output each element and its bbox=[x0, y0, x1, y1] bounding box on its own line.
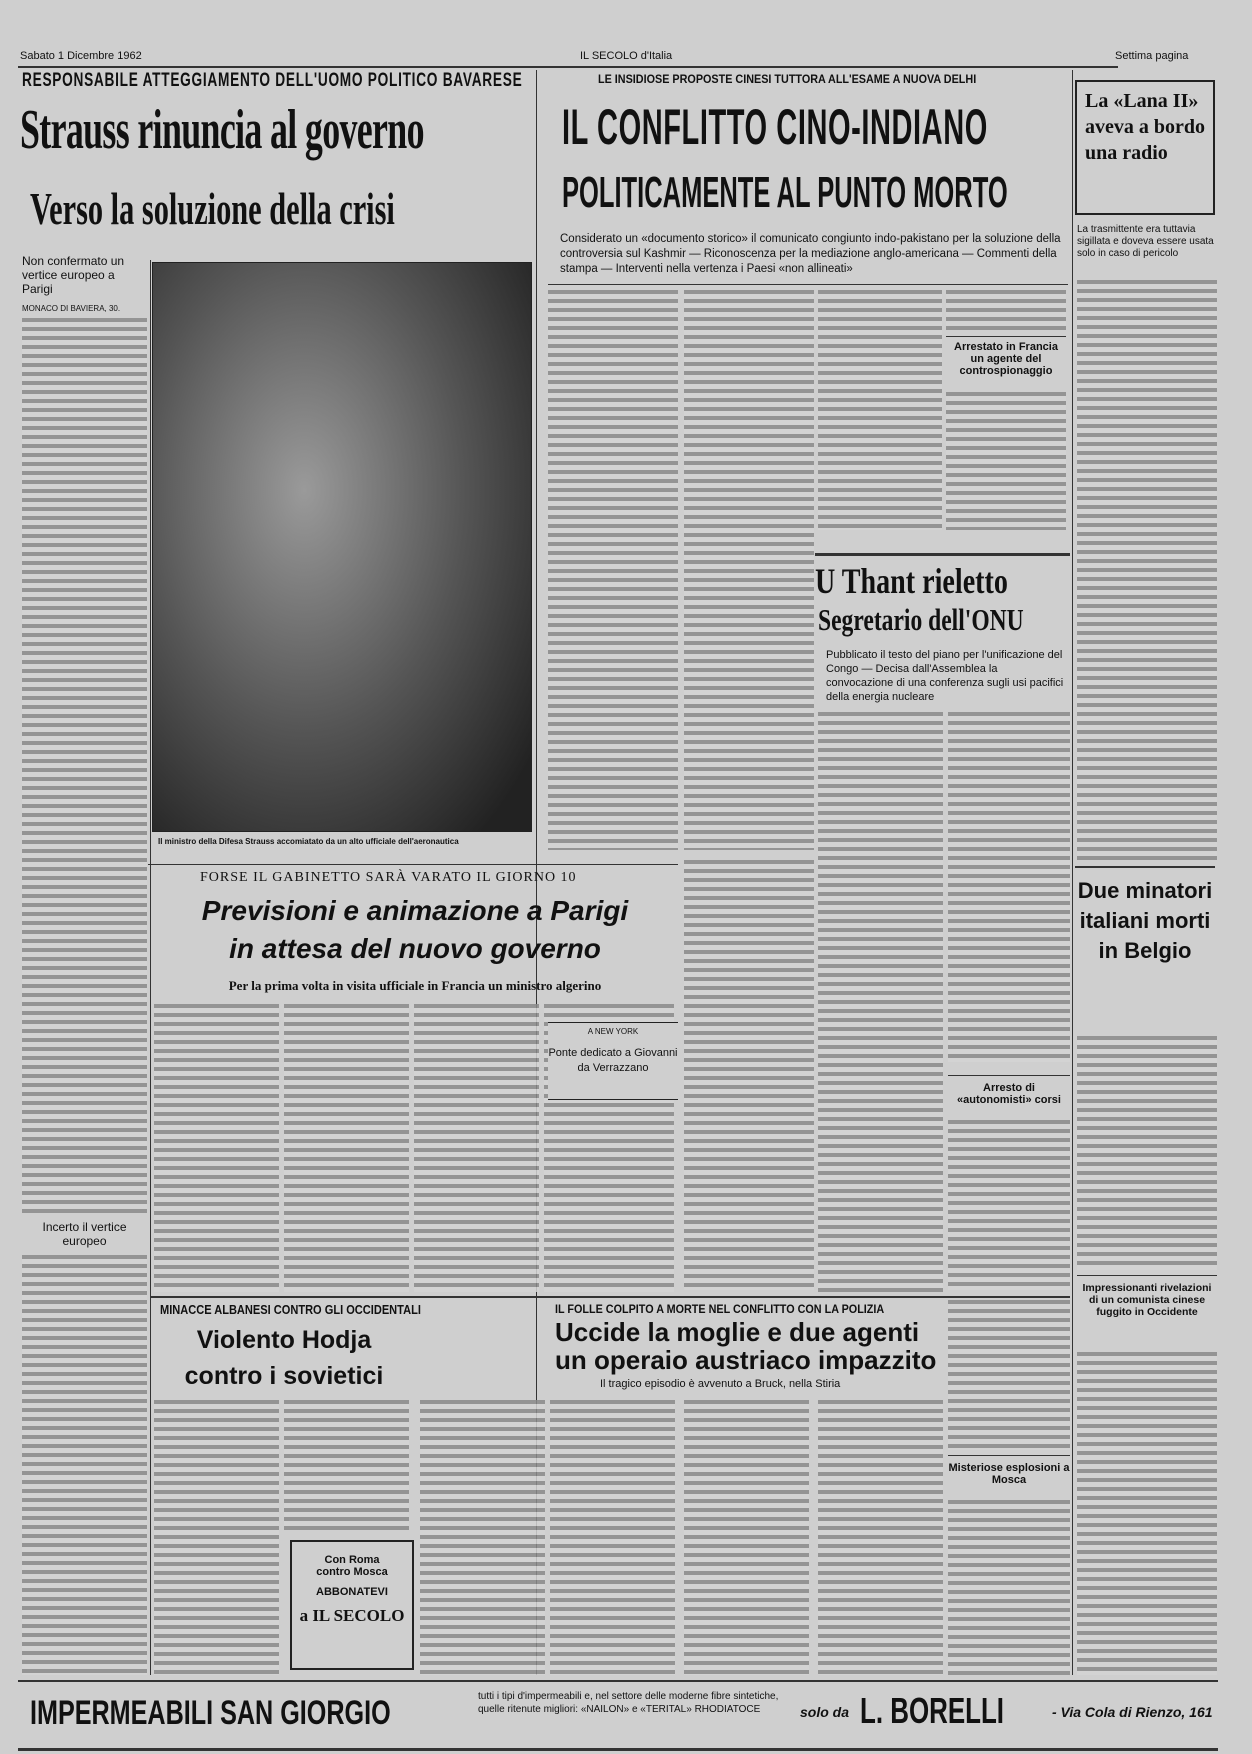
newyork-headline: Ponte dedicato a Giovanni da Verrazzano bbox=[548, 1047, 678, 1074]
strauss-subheadline: Verso la soluzione della crisi bbox=[30, 183, 395, 234]
lana-deck: La trasmittente era tuttavia sigillata e doveva essere usata solo in caso di pericolo bbox=[1077, 224, 1214, 259]
paris-kicker: FORSE IL GABINETTO SARÀ VARATO IL GIORNO 10 bbox=[200, 870, 577, 885]
austria-headline-1: Uccide la moglie e due agenti bbox=[555, 1317, 920, 1347]
cinese-headline: Impressionanti rivelazioni di un comunista cinese fuggito in Occidente bbox=[1077, 1275, 1217, 1318]
rule bbox=[548, 284, 1068, 285]
lana-body bbox=[1077, 280, 1217, 860]
paris-body bbox=[414, 1004, 539, 1292]
paper-name: IL SECOLO d'Italia bbox=[580, 50, 673, 62]
india-body bbox=[684, 290, 814, 850]
hodja-body bbox=[154, 1400, 279, 1675]
austria-deck: Il tragico episodio è avvenuto a Bruck, nella Stiria bbox=[600, 1378, 841, 1390]
strauss-deck: Non confermato un vertice europeo a Parigi bbox=[22, 254, 125, 296]
strauss-headline: Strauss rinuncia al governo bbox=[20, 99, 424, 161]
lana-headline: La «Lana II» aveva a bordo una radio bbox=[1085, 90, 1205, 164]
ad-brand: IMPERMEABILI SAN GIORGIO bbox=[30, 1694, 391, 1732]
corsica-body bbox=[948, 1300, 1070, 1450]
lana-box bbox=[1075, 80, 1215, 215]
uthant-body bbox=[818, 712, 943, 1292]
strauss-dateline: MONACO DI BAVIERA, 30. bbox=[22, 304, 121, 313]
col-body bbox=[684, 860, 814, 1290]
uthant-headline: U Thant rieletto bbox=[815, 561, 1008, 601]
europe-subhead: Incerto il vertice europeo bbox=[42, 1220, 127, 1248]
uthant-subheadline: Segretario dell'ONU bbox=[818, 602, 1024, 637]
india-subheadline: POLITICAMENTE AL PUNTO MORTO bbox=[562, 168, 1008, 217]
moscow-headline: Misteriose esplosioni a Mosca bbox=[948, 1455, 1070, 1486]
paris-deck: Per la prima volta in visita ufficiale in Francia un ministro algerino bbox=[228, 978, 602, 993]
ad-shop: L. BORELLI bbox=[860, 1690, 1004, 1731]
belgio-body bbox=[1077, 1036, 1217, 1270]
austria-headline bbox=[555, 1318, 936, 1374]
austria-body bbox=[420, 1400, 545, 1675]
corsica-headline: Arresto di «autonomisti» corsi bbox=[948, 1075, 1070, 1106]
austria-body bbox=[818, 1400, 943, 1675]
promo-line: ABBONATEVI bbox=[316, 1586, 388, 1598]
europe-body bbox=[22, 1255, 147, 1675]
moscow-body bbox=[948, 1500, 1070, 1675]
ad-text: tutti i tipi d'impermeabili e, nel settore delle moderne fibre sintetiche, quelle ritenute migliori: «NAILON» e «TERITAL» RHODIATOCE bbox=[478, 1691, 779, 1715]
strauss-photo bbox=[152, 262, 532, 832]
india-deck: Considerato un «documento storico» il comunicato congiunto indo-pakistano per la soluzione della controversia sul Kashmir — Riconoscenza per la mediazione anglo-americana — Commenti della stampa — Interventi nella vertenza i Paesi «non allineati» bbox=[560, 233, 1061, 275]
hodja-headline-2: contro i sovietici bbox=[184, 1362, 384, 1390]
ad-banner bbox=[0, 1680, 1252, 1754]
austria-body bbox=[550, 1400, 675, 1675]
paris-headline bbox=[150, 892, 680, 968]
arrest-france-body bbox=[946, 392, 1066, 530]
rule bbox=[148, 864, 678, 865]
paris-headline-1: Previsioni e animazione a Parigi bbox=[201, 895, 629, 926]
col-rule bbox=[1072, 70, 1073, 1675]
issue-date: Sabato 1 Dicembre 1962 bbox=[20, 50, 142, 62]
uthant-deck: Pubblicato il testo del piano per l'unificazione del Congo — Decisa dall'Assemblea la convocazione di una conferenza sugli usi pacifici della energia nucleare bbox=[826, 649, 1064, 703]
page-label: Settima pagina bbox=[1115, 50, 1189, 62]
rule bbox=[18, 1748, 1218, 1751]
hodja-headline-1: Violento Hodja bbox=[196, 1326, 372, 1354]
photo-caption: Il ministro della Difesa Strauss accomiatato da un alto ufficiale dell'aeronautica bbox=[158, 837, 459, 846]
cinese-body bbox=[1077, 1352, 1217, 1675]
promo-line: a IL SECOLO bbox=[299, 1606, 405, 1625]
promo-line: Con Roma bbox=[324, 1554, 380, 1566]
paris-headline-2: in attesa del nuovo governo bbox=[229, 933, 601, 964]
corsica-body bbox=[948, 1120, 1070, 1290]
belgio-headline: Due minatori italiani morti in Belgio bbox=[1077, 878, 1213, 963]
rule bbox=[18, 1680, 1218, 1682]
subscribe-promo[interactable] bbox=[290, 1540, 414, 1670]
strauss-body bbox=[22, 318, 147, 1213]
rule bbox=[150, 1296, 1070, 1298]
uthant-body bbox=[948, 712, 1070, 1062]
promo-line: contro Mosca bbox=[316, 1566, 388, 1578]
india-body bbox=[818, 290, 942, 530]
masthead-rule bbox=[18, 66, 1118, 68]
austria-body bbox=[684, 1400, 809, 1675]
strauss-kicker: RESPONSABILE ATTEGGIAMENTO DELL'UOMO POLITICO BAVARESE bbox=[22, 70, 523, 91]
india-kicker: LE INSIDIOSE PROPOSTE CINESI TUTTORA ALL'ESAME A NUOVA DELHI bbox=[598, 72, 977, 86]
hodja-body bbox=[284, 1400, 409, 1530]
india-body bbox=[548, 290, 678, 850]
ad-address: - Via Cola di Rienzo, 161 bbox=[1052, 1704, 1213, 1720]
hodja-headline bbox=[148, 1322, 420, 1394]
india-body bbox=[946, 290, 1066, 330]
austria-headline-2: un operaio austriaco impazzito bbox=[555, 1345, 937, 1375]
newyork-kicker: A NEW YORK bbox=[587, 1027, 639, 1036]
hodja-kicker: MINACCE ALBANESI CONTRO GLI OCCIDENTALI bbox=[160, 1302, 421, 1317]
ad-solo: solo da bbox=[800, 1704, 850, 1720]
rule bbox=[1075, 866, 1215, 868]
paris-body bbox=[154, 1004, 279, 1292]
paris-body bbox=[284, 1004, 409, 1292]
arrest-france-headline: Arrestato in Francia un agente del controspionaggio bbox=[946, 336, 1066, 377]
india-headline: IL CONFLITTO CINO-INDIANO bbox=[562, 99, 988, 155]
newyork-box bbox=[548, 1022, 678, 1100]
rule bbox=[815, 553, 1070, 556]
austria-kicker: IL FOLLE COLPITO A MORTE NEL CONFLITTO CON LA POLIZIA bbox=[555, 1302, 885, 1316]
